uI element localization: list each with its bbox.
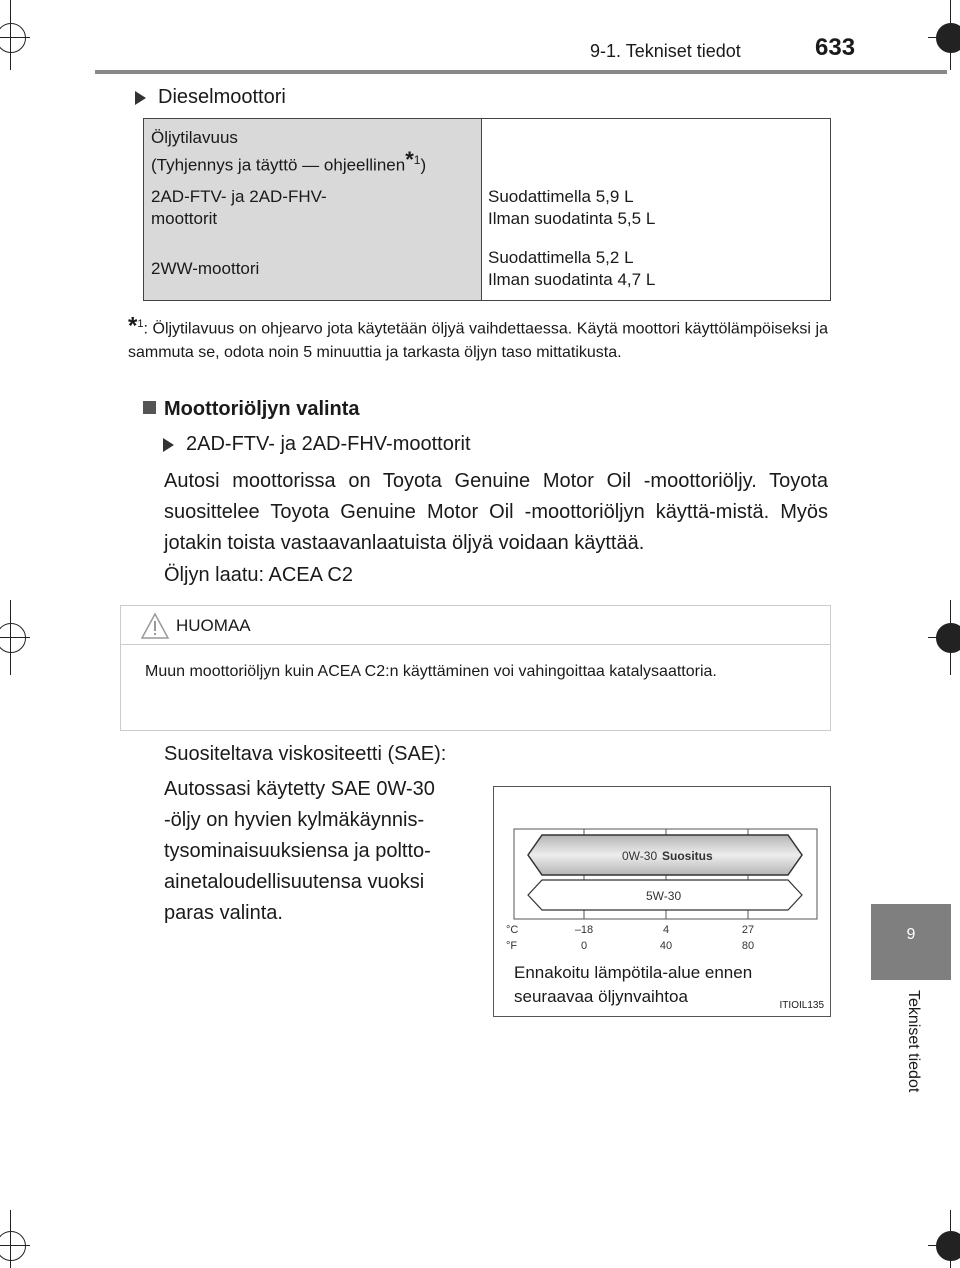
unit-fahrenheit: °F xyxy=(506,940,518,952)
bar2-grade: 5W-30 xyxy=(646,889,682,903)
viscosity-line-text: Autossasi käytetty SAE 0W-30 xyxy=(164,778,435,800)
fahrenheit-tick: 0 xyxy=(580,940,588,952)
viscosity-line xyxy=(164,836,474,867)
viscosity-line xyxy=(164,774,474,805)
table-header-line2 xyxy=(151,146,427,177)
chapter-label-box xyxy=(878,990,922,1120)
viscosity-line xyxy=(164,898,474,929)
viscosity-chart xyxy=(494,787,830,957)
viscosity-paragraph xyxy=(164,774,474,929)
viscosity-line-text: ainetaloudellisuutensa vuoksi xyxy=(164,871,425,893)
square-bullet-icon xyxy=(143,401,156,414)
table-row-value xyxy=(488,247,655,291)
caption-line1: Ennakoitu lämpötila-alue ennen xyxy=(514,963,753,982)
table-header-line1: Öljytilavuus xyxy=(151,128,238,147)
figure-code: ITIOIL135 xyxy=(779,1000,824,1011)
viscosity-heading: Suositeltava viskositeetti (SAE): xyxy=(164,743,447,765)
table-row-engine xyxy=(151,258,259,280)
section-title: 9-1. Tekniset tiedot xyxy=(590,41,741,61)
header-rule xyxy=(95,70,947,74)
figure-caption xyxy=(514,961,752,1009)
celsius-tick: –18 xyxy=(574,924,594,936)
sub-heading xyxy=(163,433,471,456)
row1-engine-line1: 2AD-FTV- ja 2AD-FHV- xyxy=(151,187,327,206)
paragraph-genuine-oil: Autosi moottorissa on Toyota Genuine Motor Oil -moottoriöljy. Toyota suosittelee Toyota Genuine Motor Oil -moottoriöljyn käyttä-mistä. Myös jotakin toista vastaavanlaatuista öljyä voidaan käyttää. xyxy=(164,470,828,554)
row2-engine-line1: 2WW-moottori xyxy=(151,259,260,278)
unit-celsius: °C xyxy=(506,924,519,936)
table-divider xyxy=(481,118,482,301)
notice-header xyxy=(121,606,830,645)
bar1-grade: 0W-30 xyxy=(622,849,658,863)
table-row-engine xyxy=(151,186,327,230)
triangle-bullet-icon xyxy=(163,438,174,452)
table-header-star: * xyxy=(405,146,414,172)
caption-line2: seuraavaa öljynvaihtoa xyxy=(514,987,688,1006)
row1-value-line1: Suodattimella 5,9 L xyxy=(488,187,634,206)
oil-quality: Öljyn laatu: ACEA C2 xyxy=(164,564,353,586)
row2-value-line1: Suodattimella 5,2 L xyxy=(488,248,634,267)
table-header-sup-num: 1 xyxy=(413,153,421,167)
row1-engine-line2: moottorit xyxy=(151,209,218,228)
viscosity-line-text: paras valinta. xyxy=(164,902,283,924)
footnote-text: : Öljytilavuus on ohjearvo jota käytetään öljyä vaihdettaessa. Käytä moottori käyttölämpöiseksi ja sammuta se, odota noin 5 minuuttia ja tarkasta öljyn taso mittatikusta. xyxy=(128,320,828,362)
table-header-close: ) xyxy=(420,155,427,175)
notice-box xyxy=(120,605,831,731)
triangle-bullet-icon xyxy=(135,91,146,105)
page-number: 633 xyxy=(815,34,856,61)
celsius-tick: 4 xyxy=(662,924,670,936)
footnote-star: * xyxy=(128,312,138,340)
footnote xyxy=(128,312,828,365)
bar1-label: Suositus xyxy=(662,849,713,863)
section-heading-text: Moottoriöljyn valinta xyxy=(164,398,360,420)
section-heading xyxy=(143,398,360,421)
viscosity-line xyxy=(164,805,474,836)
sub-heading-text: 2AD-FTV- ja 2AD-FHV-moottorit xyxy=(186,433,471,455)
table-header-line2-text: (Tyhjennys ja täyttö — ohjeellinen xyxy=(151,155,406,175)
warning-triangle-icon xyxy=(140,612,170,640)
celsius-tick: 27 xyxy=(741,924,755,936)
diesel-heading xyxy=(135,86,286,109)
diesel-heading-text: Dieselmoottori xyxy=(158,86,286,108)
viscosity-line xyxy=(164,867,474,898)
viscosity-line-text: -öljy on hyvien kylmäkäynnis- xyxy=(164,809,425,831)
row2-value-line2: Ilman suodatinta 4,7 L xyxy=(488,270,656,289)
notice-body: Muun moottoriöljyn kuin ACEA C2:n käyttäminen voi vahingoittaa katalysaattoria. xyxy=(145,663,717,680)
footnote-num: 1 xyxy=(137,318,144,330)
viscosity-figure xyxy=(493,786,831,1017)
chapter-tab xyxy=(871,904,951,980)
viscosity-line-text: tysominaisuuksiensa ja poltto- xyxy=(164,840,431,862)
table-row-value xyxy=(488,186,655,230)
fahrenheit-tick: 80 xyxy=(741,940,755,952)
chapter-number: 9 xyxy=(906,926,916,943)
notice-title: HUOMAA xyxy=(176,616,251,635)
row1-value-line2: Ilman suodatinta 5,5 L xyxy=(488,209,656,228)
fahrenheit-tick: 40 xyxy=(659,940,673,952)
chapter-label: Tekniset tiedot xyxy=(905,990,922,1093)
table-header xyxy=(151,127,426,177)
